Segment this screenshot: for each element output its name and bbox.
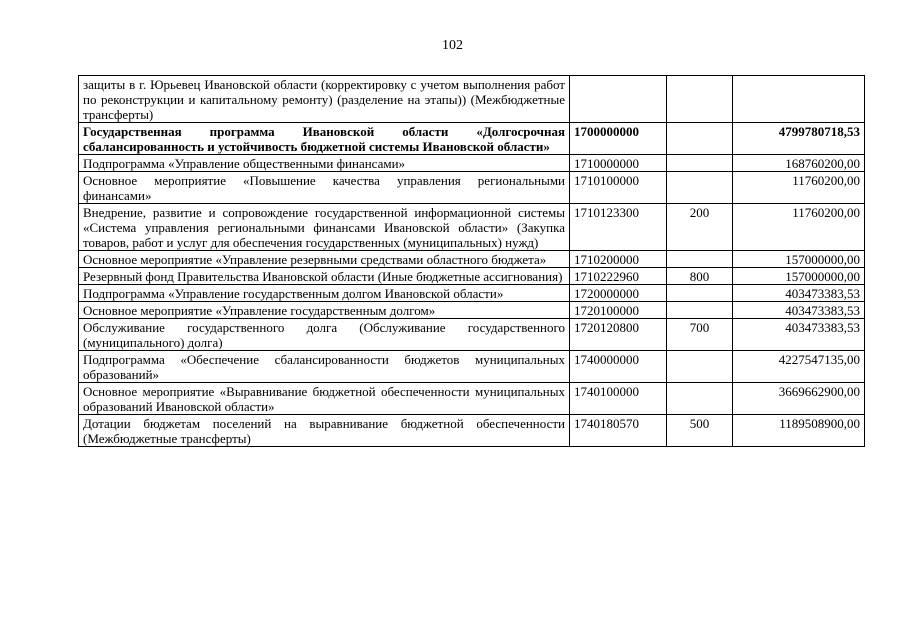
row-name-cell: Обслуживание государственного долга (Обслуживание государственного (муниципального) долга) bbox=[79, 319, 570, 351]
budget-table bbox=[78, 75, 865, 447]
row-sum-cell: 157000000,00 bbox=[733, 268, 865, 285]
row-type-cell: 500 bbox=[667, 415, 733, 447]
table-row bbox=[79, 251, 865, 268]
table-row bbox=[79, 268, 865, 285]
row-type-cell bbox=[667, 123, 733, 155]
row-sum-cell bbox=[733, 76, 865, 123]
page-number: 102 bbox=[442, 38, 463, 53]
table-row bbox=[79, 415, 865, 447]
row-code-cell: 1710000000 bbox=[570, 155, 667, 172]
row-name-cell: Государственная программа Ивановской области «Долгосрочная сбалансированность и устойчивость бюджетной системы Ивановской области» bbox=[79, 123, 570, 155]
table-row bbox=[79, 302, 865, 319]
row-code-cell: 1740100000 bbox=[570, 383, 667, 415]
row-sum-cell: 403473383,53 bbox=[733, 302, 865, 319]
row-type-cell bbox=[667, 155, 733, 172]
row-name-cell: защиты в г. Юрьевец Ивановской области (корректировку с учетом выполнения работ по реконструкции и капитальному ремонту) (разделение на этапы)) (Межбюджетные трансферты) bbox=[79, 76, 570, 123]
row-name-cell: Подпрограмма «Управление общественными финансами» bbox=[79, 155, 570, 172]
row-type-cell bbox=[667, 351, 733, 383]
table-row bbox=[79, 155, 865, 172]
row-sum-cell: 11760200,00 bbox=[733, 172, 865, 204]
row-type-cell bbox=[667, 285, 733, 302]
table-row bbox=[79, 76, 865, 123]
table-row bbox=[79, 123, 865, 155]
table-row bbox=[79, 204, 865, 251]
row-sum-cell: 168760200,00 bbox=[733, 155, 865, 172]
row-type-cell bbox=[667, 172, 733, 204]
table-row bbox=[79, 319, 865, 351]
row-code-cell: 1740180570 bbox=[570, 415, 667, 447]
row-sum-cell: 3669662900,00 bbox=[733, 383, 865, 415]
row-name-cell: Основное мероприятие «Управление резервными средствами областного бюджета» bbox=[79, 251, 570, 268]
row-code-cell bbox=[570, 76, 667, 123]
row-code-cell: 1710100000 bbox=[570, 172, 667, 204]
row-sum-cell: 4799780718,53 bbox=[733, 123, 865, 155]
table-row bbox=[79, 351, 865, 383]
row-name-cell: Основное мероприятие «Выравнивание бюджетной обеспеченности муниципальных образований Ивановской области» bbox=[79, 383, 570, 415]
row-name-cell: Основное мероприятие «Управление государственным долгом» bbox=[79, 302, 570, 319]
row-type-cell bbox=[667, 251, 733, 268]
row-code-cell: 1710123300 bbox=[570, 204, 667, 251]
row-type-cell: 200 bbox=[667, 204, 733, 251]
row-type-cell bbox=[667, 383, 733, 415]
row-name-cell: Внедрение, развитие и сопровождение государственной информационной системы «Система управления региональными финансами Ивановской области» (Закупка товаров, работ и услуг для обеспечения государственных (муниципальных) нужд) bbox=[79, 204, 570, 251]
row-sum-cell: 403473383,53 bbox=[733, 285, 865, 302]
row-code-cell: 1710222960 bbox=[570, 268, 667, 285]
row-sum-cell: 11760200,00 bbox=[733, 204, 865, 251]
row-sum-cell: 1189508900,00 bbox=[733, 415, 865, 447]
row-type-cell: 700 bbox=[667, 319, 733, 351]
row-type-cell bbox=[667, 302, 733, 319]
budget-table-body bbox=[79, 76, 865, 447]
row-sum-cell: 157000000,00 bbox=[733, 251, 865, 268]
row-sum-cell: 4227547135,00 bbox=[733, 351, 865, 383]
row-name-cell: Резервный фонд Правительства Ивановской области (Иные бюджетные ассигнования) bbox=[79, 268, 570, 285]
row-code-cell: 1700000000 bbox=[570, 123, 667, 155]
table-row bbox=[79, 285, 865, 302]
row-name-cell: Основное мероприятие «Повышение качества управления региональными финансами» bbox=[79, 172, 570, 204]
row-code-cell: 1720000000 bbox=[570, 285, 667, 302]
row-name-cell: Подпрограмма «Управление государственным долгом Ивановской области» bbox=[79, 285, 570, 302]
row-code-cell: 1720100000 bbox=[570, 302, 667, 319]
row-type-cell bbox=[667, 76, 733, 123]
row-code-cell: 1720120800 bbox=[570, 319, 667, 351]
table-row bbox=[79, 383, 865, 415]
row-name-cell: Дотации бюджетам поселений на выравнивание бюджетной обеспеченности (Межбюджетные трансферты) bbox=[79, 415, 570, 447]
row-code-cell: 1740000000 bbox=[570, 351, 667, 383]
row-name-cell: Подпрограмма «Обеспечение сбалансированности бюджетов муниципальных образований» bbox=[79, 351, 570, 383]
table-row bbox=[79, 172, 865, 204]
row-type-cell: 800 bbox=[667, 268, 733, 285]
row-code-cell: 1710200000 bbox=[570, 251, 667, 268]
row-sum-cell: 403473383,53 bbox=[733, 319, 865, 351]
